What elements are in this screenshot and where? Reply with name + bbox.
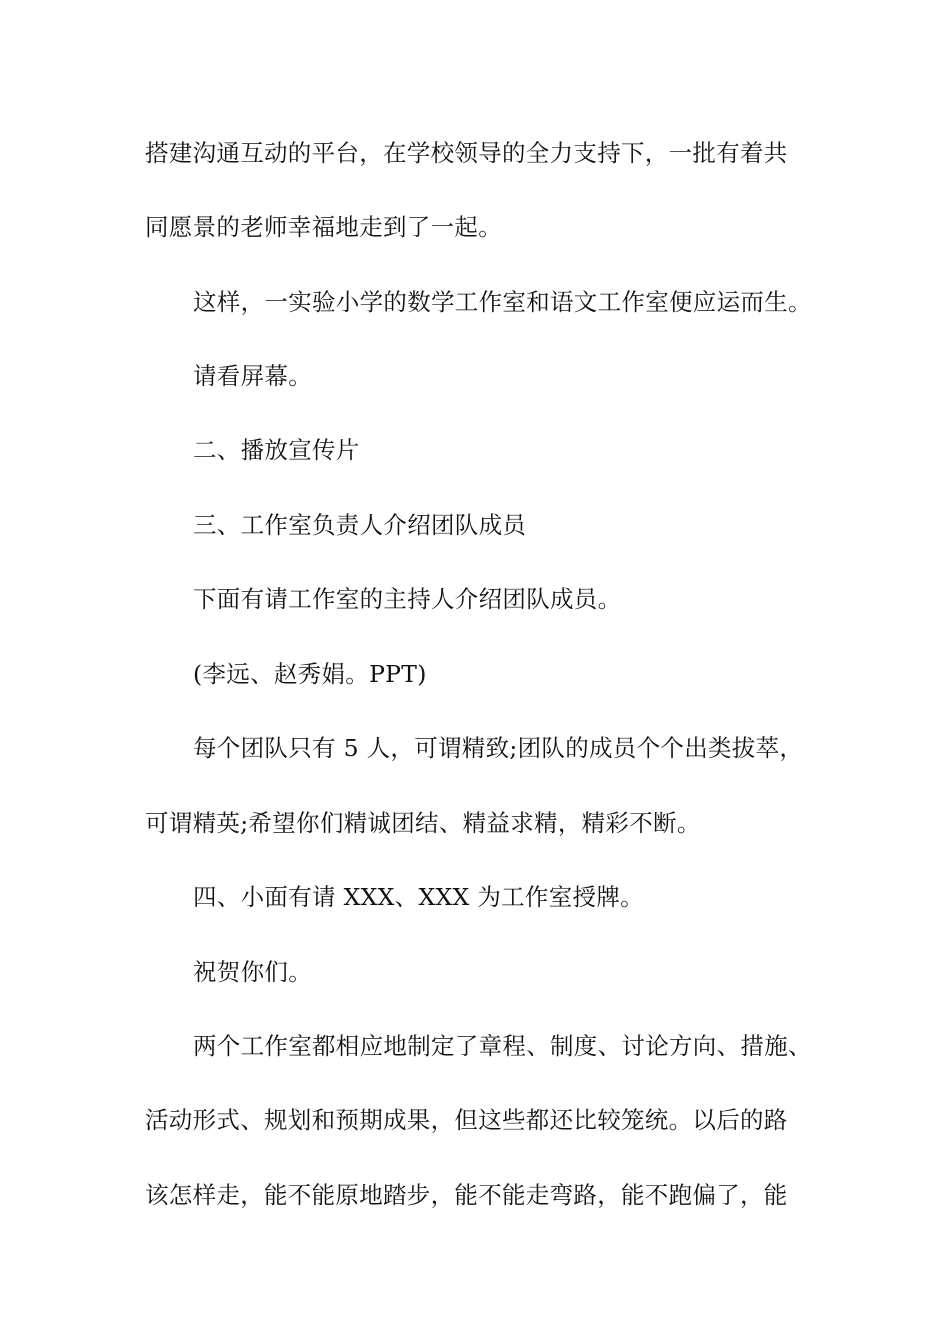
paragraph: 请看屏幕。	[193, 362, 312, 390]
text-line: 搭建沟通互动的平台，在学校领导的全力支持下，一批有着共	[145, 139, 788, 167]
text-line: 活动形式、规划和预期成果，但这些都还比较笼统。以后的路	[145, 1106, 788, 1134]
paragraph: 下面有请工作室的主持人介绍团队成员。	[193, 585, 622, 613]
paragraph: 两个工作室都相应地制定了章程、制度、讨论方向、措施、	[193, 1032, 812, 1060]
section-heading: 二、播放宣传片	[193, 436, 360, 464]
paragraph: (李远、赵秀娟。PPT)	[193, 660, 427, 688]
section-heading: 三、工作室负责人介绍团队成员	[193, 511, 527, 539]
paragraph: 每个团队只有 5 人，可谓精致;团队的成员个个出类拔萃，	[193, 734, 804, 762]
text-line: 同愿景的老师幸福地走到了一起。	[145, 213, 502, 241]
text-line: 该怎样走，能不能原地踏步，能不能走弯路，能不跑偏了，能	[145, 1181, 788, 1209]
paragraph: 祝贺你们。	[193, 958, 312, 986]
paragraph: 这样，一实验小学的数学工作室和语文工作室便应运而生。	[193, 288, 812, 316]
text-line: 可谓精英;希望你们精诚团结、精益求精，精彩不断。	[145, 809, 701, 837]
section-heading: 四、小面有请 XXX、XXX 为工作室授牌。	[193, 883, 644, 911]
